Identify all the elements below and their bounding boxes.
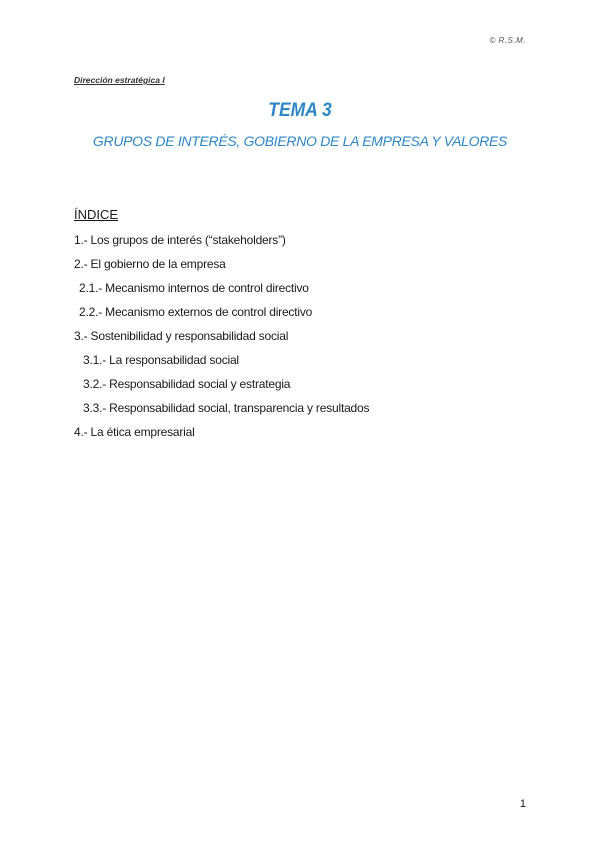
table-of-contents [74, 206, 534, 444]
page-number: 1 [519, 798, 526, 810]
document-subtitle: GRUPOS DE INTERÉS, GOBIERNO DE LA EMPRESA Y VALORES [92, 133, 508, 149]
index-heading: ÍNDICE [74, 207, 119, 222]
index-subitem: 3.2.- Responsabilidad social y estrategia [83, 377, 291, 391]
index-item: 2.- El gobierno de la empresa [74, 257, 226, 271]
index-subitem: 3.3.- Responsabilidad social, transparencia y resultados [83, 401, 370, 415]
index-item: 3.- Sostenibilidad y responsabilidad social [74, 329, 289, 343]
document-title: TEMA 3 [268, 100, 332, 121]
course-label: Dirección estratégica I [74, 75, 165, 85]
index-subitem: 2.1.- Mecanismo internos de control directivo [79, 281, 309, 295]
index-item: 4.- La ética empresarial [74, 425, 195, 439]
index-item: 1.- Los grupos de interés (“stakeholders”) [74, 233, 286, 247]
index-list [74, 228, 534, 444]
index-subitem: 2.2.- Mecanismo externos de control directivo [79, 305, 313, 319]
index-subitem: 3.1.- La responsabilidad social [83, 353, 239, 367]
copyright-notice: © R.S.M. [489, 36, 526, 45]
